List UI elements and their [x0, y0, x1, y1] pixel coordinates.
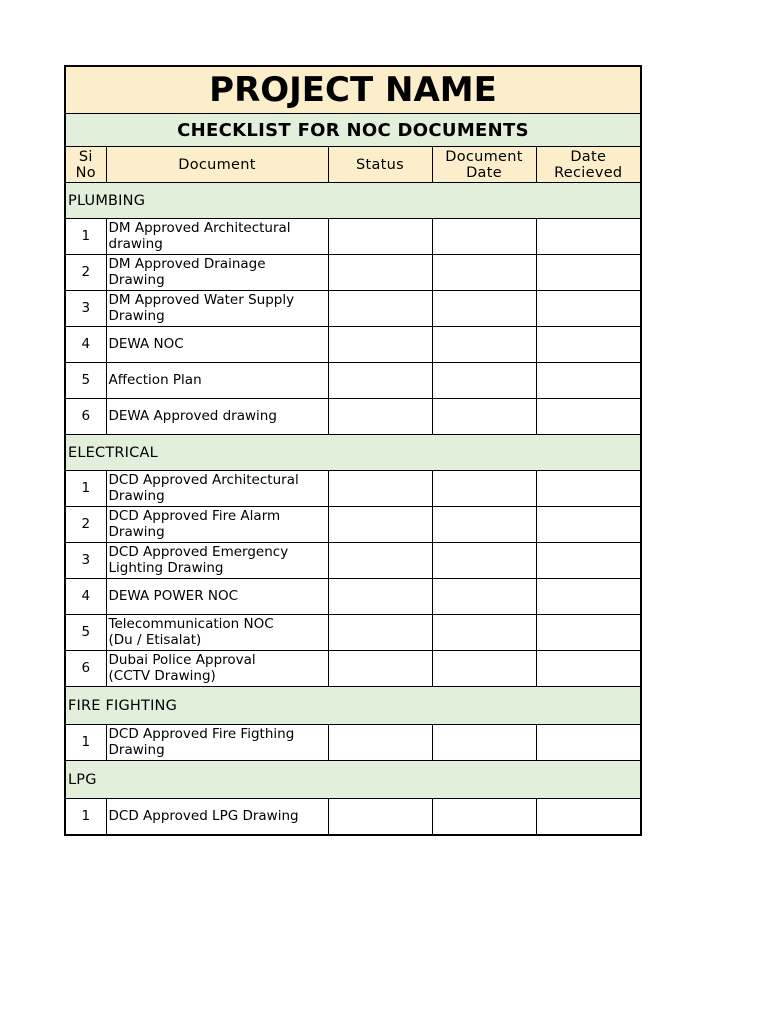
table-row	[65, 799, 641, 836]
document-date-cell[interactable]	[432, 507, 536, 543]
status-cell[interactable]	[328, 507, 432, 543]
document-date-cell[interactable]	[432, 799, 536, 836]
item-document: DCD Approved Fire Alarm Drawing	[106, 507, 328, 543]
item-document: Dubai Police Approval (CCTV Drawing)	[106, 651, 328, 687]
status-cell[interactable]	[328, 255, 432, 291]
document-date-cell[interactable]	[432, 725, 536, 761]
subtitle-row	[65, 114, 641, 147]
document-date-cell[interactable]	[432, 651, 536, 687]
status-cell[interactable]	[328, 799, 432, 836]
table-row	[65, 327, 641, 363]
column-header-row	[65, 147, 641, 183]
date-received-cell[interactable]	[536, 471, 641, 507]
status-cell[interactable]	[328, 579, 432, 615]
header-status: Status	[328, 147, 432, 183]
section-row	[65, 183, 641, 219]
table-row	[65, 363, 641, 399]
item-document: DEWA Approved drawing	[106, 399, 328, 435]
document-date-cell[interactable]	[432, 255, 536, 291]
checklist-subtitle: CHECKLIST FOR NOC DOCUMENTS	[65, 114, 641, 147]
item-number: 4	[65, 579, 106, 615]
date-received-cell[interactable]	[536, 507, 641, 543]
item-number: 6	[65, 399, 106, 435]
item-document: DCD Approved LPG Drawing	[106, 799, 328, 836]
document-date-cell[interactable]	[432, 579, 536, 615]
status-cell[interactable]	[328, 291, 432, 327]
header-si-no: Si No	[65, 147, 106, 183]
document-date-cell[interactable]	[432, 363, 536, 399]
item-document: DM Approved Water Supply Drawing	[106, 291, 328, 327]
table-row	[65, 579, 641, 615]
document-date-cell[interactable]	[432, 471, 536, 507]
table-row	[65, 615, 641, 651]
section-row	[65, 761, 641, 799]
item-number: 3	[65, 543, 106, 579]
item-document: DEWA POWER NOC	[106, 579, 328, 615]
item-document: DCD Approved Architectural Drawing	[106, 471, 328, 507]
project-name-title: PROJECT NAME	[65, 66, 641, 114]
item-document: DCD Approved Fire Figthing Drawing	[106, 725, 328, 761]
item-document: DM Approved Architectural drawing	[106, 219, 328, 255]
date-received-cell[interactable]	[536, 579, 641, 615]
item-number: 4	[65, 327, 106, 363]
document-date-cell[interactable]	[432, 327, 536, 363]
table-row	[65, 507, 641, 543]
section-heading: ELECTRICAL	[65, 435, 641, 471]
date-received-cell[interactable]	[536, 363, 641, 399]
status-cell[interactable]	[328, 651, 432, 687]
item-document: DCD Approved Emergency Lighting Drawing	[106, 543, 328, 579]
item-number: 2	[65, 255, 106, 291]
item-number: 5	[65, 363, 106, 399]
date-received-cell[interactable]	[536, 327, 641, 363]
noc-checklist-table	[64, 65, 642, 836]
document-date-cell[interactable]	[432, 291, 536, 327]
header-document: Document	[106, 147, 328, 183]
item-document: Affection Plan	[106, 363, 328, 399]
header-date-received: Date Recieved	[536, 147, 641, 183]
item-number: 5	[65, 615, 106, 651]
section-heading: PLUMBING	[65, 183, 641, 219]
title-row	[65, 66, 641, 114]
status-cell[interactable]	[328, 399, 432, 435]
table-row	[65, 255, 641, 291]
date-received-cell[interactable]	[536, 399, 641, 435]
date-received-cell[interactable]	[536, 651, 641, 687]
header-document-date: Document Date	[432, 147, 536, 183]
status-cell[interactable]	[328, 615, 432, 651]
document-date-cell[interactable]	[432, 615, 536, 651]
status-cell[interactable]	[328, 725, 432, 761]
table-row	[65, 651, 641, 687]
status-cell[interactable]	[328, 543, 432, 579]
table-row	[65, 399, 641, 435]
date-received-cell[interactable]	[536, 291, 641, 327]
status-cell[interactable]	[328, 471, 432, 507]
document-date-cell[interactable]	[432, 399, 536, 435]
item-document: Telecommunication NOC (Du / Etisalat)	[106, 615, 328, 651]
document-date-cell[interactable]	[432, 219, 536, 255]
table-row	[65, 291, 641, 327]
date-received-cell[interactable]	[536, 219, 641, 255]
item-number: 1	[65, 471, 106, 507]
item-number: 6	[65, 651, 106, 687]
status-cell[interactable]	[328, 219, 432, 255]
date-received-cell[interactable]	[536, 799, 641, 836]
table-row	[65, 471, 641, 507]
item-number: 2	[65, 507, 106, 543]
item-document: DEWA NOC	[106, 327, 328, 363]
date-received-cell[interactable]	[536, 543, 641, 579]
status-cell[interactable]	[328, 327, 432, 363]
date-received-cell[interactable]	[536, 725, 641, 761]
date-received-cell[interactable]	[536, 615, 641, 651]
item-number: 1	[65, 725, 106, 761]
status-cell[interactable]	[328, 363, 432, 399]
item-number: 1	[65, 799, 106, 836]
section-heading: LPG	[65, 761, 641, 799]
table-row	[65, 219, 641, 255]
section-heading: FIRE FIGHTING	[65, 687, 641, 725]
section-row	[65, 687, 641, 725]
item-number: 3	[65, 291, 106, 327]
table-row	[65, 543, 641, 579]
item-number: 1	[65, 219, 106, 255]
document-date-cell[interactable]	[432, 543, 536, 579]
item-document: DM Approved Drainage Drawing	[106, 255, 328, 291]
table-row	[65, 725, 641, 761]
section-row	[65, 435, 641, 471]
date-received-cell[interactable]	[536, 255, 641, 291]
